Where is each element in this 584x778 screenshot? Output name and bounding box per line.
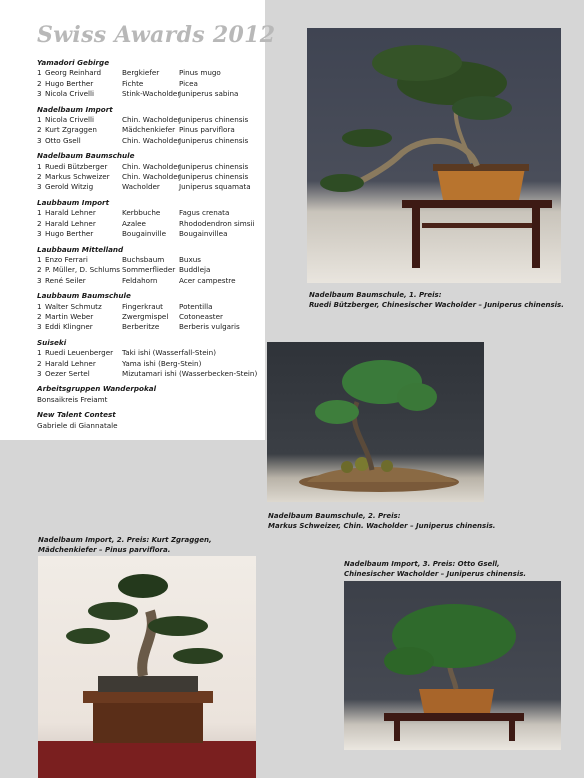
- page-title: Swiss Awards 2012: [37, 22, 276, 48]
- plant-name: Chin. Wacholder: [122, 135, 181, 145]
- result-row: [37, 115, 262, 125]
- result-row: [37, 125, 262, 135]
- result-row: [37, 182, 262, 192]
- latin-name: Buxus: [179, 254, 202, 264]
- latin-name: Picea: [179, 78, 198, 88]
- winner-name: Nicola Crivelli: [45, 89, 95, 99]
- winner-name: Martin Weber: [45, 311, 94, 321]
- result-row: [37, 208, 262, 218]
- latin-name: Juniperus chinensis: [179, 161, 249, 171]
- latin-name: Juniperus squamata: [179, 182, 251, 192]
- winner-name: Harald Lehner: [45, 218, 96, 228]
- plant-name: Chin. Wacholder: [122, 161, 181, 171]
- rank-number: 1: [37, 208, 42, 218]
- plant-name: Taki ishi (Wasserfall-Stein): [122, 348, 217, 358]
- result-row: [37, 162, 262, 172]
- latin-name: Pinus mugo: [179, 68, 221, 78]
- plant-name: Mädchenkiefer: [122, 125, 176, 135]
- result-row: [37, 276, 262, 286]
- results-list: [37, 58, 262, 431]
- latin-name: Cotoneaster: [179, 311, 223, 321]
- rank-number: 2: [37, 311, 42, 321]
- rank-number: 3: [37, 229, 42, 239]
- rank-number: 1: [37, 161, 42, 171]
- bonsai-juniper-cascade-image: [307, 28, 561, 283]
- result-row: [37, 219, 262, 229]
- winner-name: Ruedi Leuenberger: [45, 348, 114, 358]
- caption-line: Chinesischer Wacholder – Juniperus chinensis.: [344, 570, 527, 578]
- winner-name: Harald Lehner: [45, 208, 96, 218]
- winner-name: Bonsaikreis Freiamt: [37, 394, 108, 404]
- plant-name: Mizutamari ishi (Wasserbecken-Stein): [122, 368, 258, 378]
- result-row: [37, 322, 262, 332]
- plant-name: Zwergmispel: [122, 311, 169, 321]
- rank-number: 3: [37, 182, 42, 192]
- caption-line: Nadelbaum Baumschule, 1. Preis:: [309, 291, 442, 299]
- rank-number: 3: [37, 89, 42, 99]
- latin-name: Potentilla: [179, 301, 213, 311]
- category-heading: Laubbaum Baumschule: [37, 291, 131, 301]
- plant-name: Sommerflieder: [122, 265, 176, 275]
- category-heading: Yamadori Gebirge: [37, 58, 110, 67]
- plant-name: Chin. Wacholder: [122, 115, 181, 125]
- result-row: [37, 68, 262, 78]
- latin-name: Acer campestre: [179, 275, 236, 285]
- plant-name: Yama ishi (Berg-Stein): [122, 358, 202, 368]
- latin-name: Bougainvillea: [179, 229, 228, 239]
- rank-number: 3: [37, 135, 42, 145]
- caption-photo-1: [309, 290, 564, 310]
- bonsai-photo-2: [267, 342, 484, 502]
- winner-name: Enzo Ferrari: [45, 254, 88, 264]
- plant-name: Berberitze: [122, 322, 160, 332]
- winner-name: Ruedi Bützberger: [45, 161, 108, 171]
- rank-number: 1: [37, 301, 42, 311]
- rank-number: 3: [37, 322, 42, 332]
- plant-name: Chin. Wacholder: [122, 172, 181, 182]
- result-row: [37, 265, 262, 275]
- winner-name: Nicola Crivelli: [45, 115, 95, 125]
- result-row: [37, 255, 262, 265]
- result-row: [37, 369, 262, 379]
- bonsai-photo-3: [38, 556, 256, 778]
- rank-number: 1: [37, 254, 42, 264]
- latin-name: Juniperus chinensis: [179, 172, 249, 182]
- rank-number: 3: [37, 275, 42, 285]
- result-row: [37, 348, 262, 358]
- bonsai-white-pine-image: [38, 556, 256, 778]
- plant-name: Bergkiefer: [122, 68, 160, 78]
- winner-name: Gabriele di Giannatale: [37, 420, 118, 430]
- caption-line: Ruedi Bützberger, Chinesischer Wacholder – Juniperus chinensis.: [309, 301, 564, 309]
- bonsai-juniper-round-image: [344, 581, 561, 750]
- latin-name: Buddleja: [179, 265, 211, 275]
- plant-name: Stink-Wacholder: [122, 89, 181, 99]
- plant-name: Fichte: [122, 78, 144, 88]
- rank-number: 2: [37, 172, 42, 182]
- rank-number: 1: [37, 348, 42, 358]
- plant-name: Kerbbuche: [122, 208, 161, 218]
- winner-name: Oezer Sertel: [45, 368, 90, 378]
- result-row: [37, 89, 262, 99]
- caption-line: Nadelbaum Import, 2. Preis: Kurt Zgraggen,: [38, 536, 212, 544]
- result-row: [37, 229, 262, 239]
- caption-photo-3: [38, 535, 212, 555]
- winner-name: Markus Schweizer: [45, 172, 110, 182]
- latin-name: Juniperus sabina: [179, 89, 239, 99]
- rank-number: 2: [37, 358, 42, 368]
- latin-name: Pinus parviflora: [179, 125, 235, 135]
- result-row: [37, 359, 262, 369]
- category-heading: Laubbaum Import: [37, 197, 110, 207]
- rank-number: 2: [37, 78, 42, 88]
- winner-name: René Seiler: [45, 275, 86, 285]
- rank-number: 2: [37, 265, 42, 275]
- caption-line: Markus Schweizer, Chin. Wacholder – Juniperus chinensis.: [268, 522, 496, 530]
- bonsai-juniper-on-rock-image: [267, 342, 484, 502]
- rank-number: 2: [37, 218, 42, 228]
- result-row: [37, 172, 262, 182]
- category-heading: Suiseki: [37, 337, 67, 347]
- bonsai-photo-1: [307, 28, 561, 283]
- winner-name: Hugo Berther: [45, 229, 94, 239]
- category-heading: New Talent Contest: [37, 410, 116, 420]
- winner-name: Harald Lehner: [45, 358, 96, 368]
- plant-name: Azalee: [122, 218, 146, 228]
- winner-name: Georg Reinhard: [45, 68, 102, 78]
- category-heading: Laubbaum Mittelland: [37, 244, 124, 254]
- winner-name: Hugo Berther: [45, 78, 94, 88]
- plant-name: Buchsbaum: [122, 254, 165, 264]
- rank-number: 2: [37, 125, 42, 135]
- result-row: [37, 312, 262, 322]
- winner-name: Gerold Witzig: [45, 182, 94, 192]
- plant-name: Fingerkraut: [122, 301, 163, 311]
- rank-number: 1: [37, 115, 42, 125]
- rank-number: 1: [37, 68, 42, 78]
- latin-name: Juniperus chinensis: [179, 135, 249, 145]
- latin-name: Juniperus chinensis: [179, 115, 249, 125]
- latin-name: Berberis vulgaris: [179, 322, 240, 332]
- winner-name: P. Müller, D. Schlums: [45, 265, 120, 275]
- plant-name: Wacholder: [122, 182, 160, 192]
- rank-number: 3: [37, 368, 42, 378]
- category-heading: Nadelbaum Import: [37, 104, 113, 114]
- result-row: [37, 136, 262, 146]
- winner-name: Eddi Klingner: [45, 322, 93, 332]
- winner-name: Kurt Zgraggen: [45, 125, 97, 135]
- result-row: [37, 302, 262, 312]
- caption-line: Nadelbaum Baumschule, 2. Preis:: [268, 512, 401, 520]
- result-row: [37, 79, 262, 89]
- latin-name: Fagus crenata: [179, 208, 230, 218]
- plant-name: Feldahorn: [122, 275, 158, 285]
- winner-name: Walter Schmutz: [45, 301, 102, 311]
- category-heading: Nadelbaum Baumschule: [37, 151, 135, 161]
- caption-photo-2: [268, 511, 495, 531]
- bonsai-photo-4: [344, 581, 561, 750]
- caption-line: Mädchenkiefer – Pinus parviflora.: [38, 546, 171, 554]
- winner-name: Otto Gsell: [45, 135, 81, 145]
- plant-name: Bougainville: [122, 229, 167, 239]
- caption-photo-4: [344, 559, 526, 579]
- latin-name: Rhododendron simsii: [179, 218, 255, 228]
- category-heading: Arbeitsgruppen Wanderpokal: [37, 384, 157, 394]
- caption-line: Nadelbaum Import, 3. Preis: Otto Gsell,: [344, 560, 500, 568]
